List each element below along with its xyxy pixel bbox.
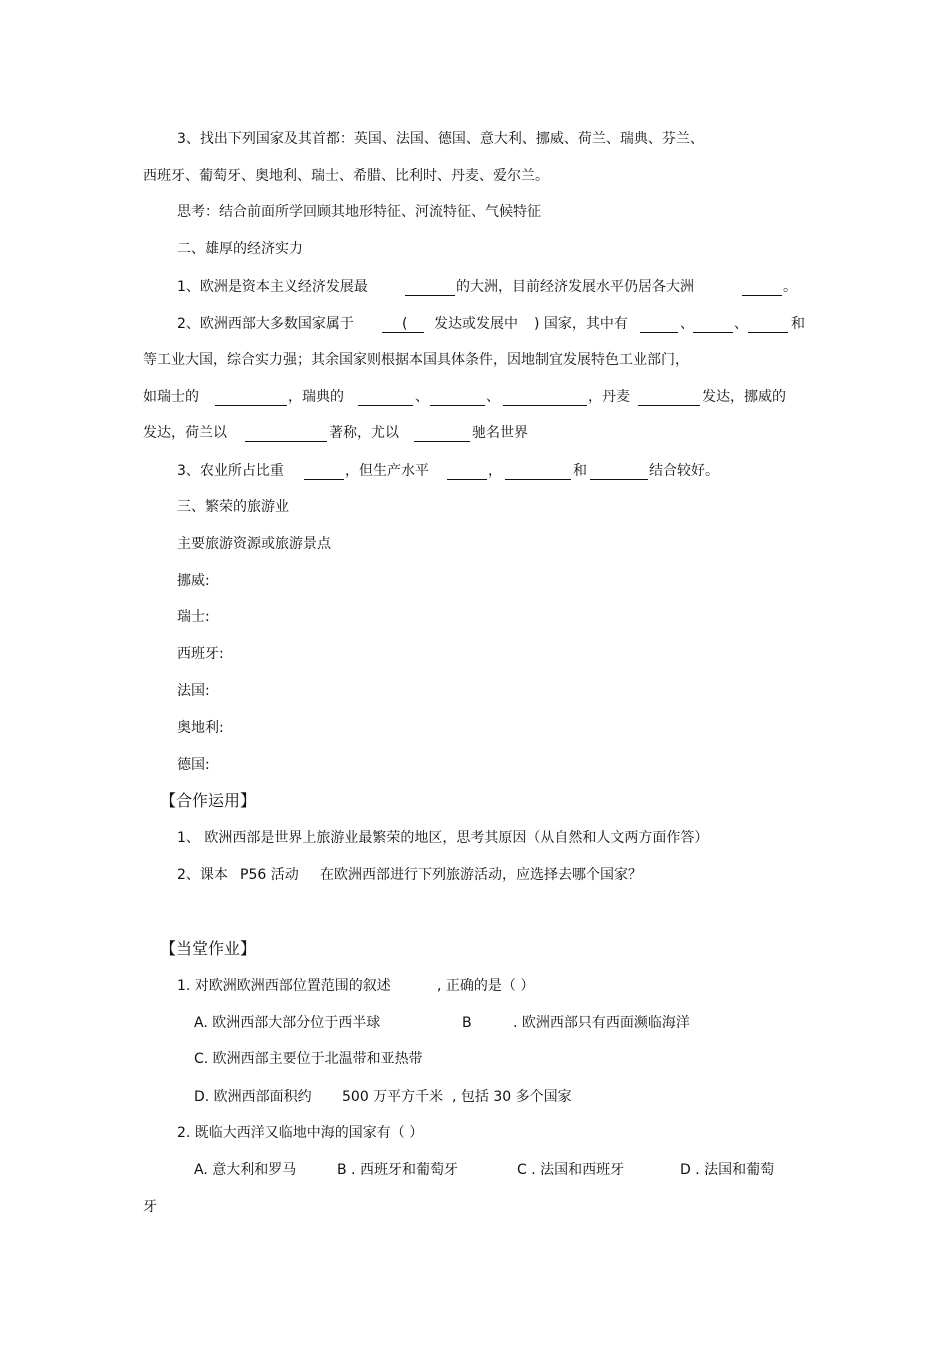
- econ2-line4-a: 发达，荷兰以: [143, 425, 227, 441]
- econ2-blank-3[interactable]: [748, 332, 788, 333]
- econ2-line3-blank-3[interactable]: [430, 405, 485, 406]
- econ2-line3-c: 、: [415, 389, 429, 405]
- econ2-text-c: 发达或发展中: [434, 316, 518, 332]
- econ3-text-a: 3、农业所占比重: [177, 463, 284, 479]
- q2-option-d-tail: 牙: [143, 1199, 157, 1215]
- tourism-item-germany: 德国:: [177, 757, 210, 773]
- econ2-line3-e: ，丹麦: [588, 389, 630, 405]
- coop-question-2-c: 在欧洲西部进行下列旅游活动，应选择去哪个国家？: [320, 867, 642, 883]
- think-line: 思考：结合前面所学回顾其地形特征、河流特征、气候特征: [177, 204, 541, 220]
- econ2-blank-2[interactable]: [693, 332, 733, 333]
- econ2-line3-a: 如瑞士的: [143, 389, 199, 405]
- q1-option-d-b[interactable]: 500 万平方千米: [342, 1089, 444, 1105]
- econ1-text-a: 1、欧洲是资本主义经济发展最: [177, 279, 368, 295]
- econ3-blank-2[interactable]: [447, 479, 487, 480]
- econ3-blank-1[interactable]: [304, 479, 344, 480]
- homework-heading: 【当堂作业】: [160, 939, 257, 958]
- econ3-text-e: 结合较好。: [649, 463, 719, 479]
- econ3-blank-3[interactable]: [505, 479, 571, 480]
- econ2-line4-b: 著称，尤以: [329, 425, 399, 441]
- econ2-line4-c: 驰名世界: [472, 425, 528, 441]
- econ2-text-d: ) 国家，其中有: [534, 316, 628, 332]
- econ2-line4-blank-1[interactable]: [245, 441, 327, 442]
- q2-option-d[interactable]: D . 法国和葡萄: [680, 1162, 775, 1178]
- q2-option-b[interactable]: B . 西班牙和葡萄牙: [337, 1162, 458, 1178]
- q2-option-a[interactable]: A. 意大利和罗马: [194, 1162, 297, 1178]
- tourism-item-austria: 奥地利:: [177, 720, 224, 736]
- econ2-line3-b: ，瑞典的: [288, 389, 344, 405]
- econ2-text-f: 、: [734, 316, 748, 332]
- econ2-text-a: 2、欧洲西部大多数国家属于: [177, 316, 354, 332]
- econ1-text-b: 的大洲，目前经济发展水平仍居各大洲: [456, 279, 694, 295]
- q1-stem-a: 1. 对欧洲欧洲西部位置范围的叙述: [177, 978, 391, 994]
- econ1-blank-1[interactable]: [405, 295, 455, 296]
- q1-option-a[interactable]: A. 欧洲西部大部分位于西半球: [194, 1015, 381, 1031]
- econ2-line3-d: 、: [486, 389, 500, 405]
- econ2-line3-blank-2[interactable]: [358, 405, 413, 406]
- q1-option-d-c[interactable]: , 包括 30 多个国家: [452, 1089, 572, 1105]
- econ2-line3-blank-5[interactable]: [638, 405, 700, 406]
- econ3-blank-4[interactable]: [590, 479, 648, 480]
- econ2-text-g: 和: [791, 316, 805, 332]
- econ1-blank-2[interactable]: [742, 295, 782, 296]
- q1-option-b[interactable]: . 欧洲西部只有西面濒临海洋: [513, 1015, 690, 1031]
- coop-heading: 【合作运用】: [160, 791, 257, 810]
- econ2-line3-f: 发达，挪威的: [702, 389, 786, 405]
- econ2-line4-blank-2[interactable]: [414, 441, 470, 442]
- countries-line-2: 西班牙、葡萄牙、奥地利、瑞士、希腊、比利时、丹麦、爱尔兰。: [143, 168, 549, 184]
- econ3-text-b: ，但生产水平: [345, 463, 429, 479]
- heading-tourism: 三、繁荣的旅游业: [177, 499, 289, 515]
- econ3-text-d: 和: [573, 463, 587, 479]
- heading-economy: 二、雄厚的经济实力: [177, 241, 303, 257]
- tourism-item-switzerland: 瑞士:: [177, 609, 210, 625]
- econ2-text-e: 、: [680, 316, 694, 332]
- tourism-title: 主要旅游资源或旅游景点: [177, 536, 331, 552]
- tourism-item-france: 法国:: [177, 683, 210, 699]
- econ2-line3-blank-4[interactable]: [503, 405, 587, 406]
- econ1-text-c: 。: [783, 279, 797, 295]
- q1-stem-b: , 正确的是（ ）: [437, 978, 535, 994]
- q1-option-c[interactable]: C. 欧洲西部主要位于北温带和亚热带: [194, 1051, 423, 1067]
- econ3-text-c: ，: [488, 463, 502, 479]
- countries-line-1: 3、找出下列国家及其首都：英国、法国、德国、意大利、挪威、荷兰、瑞典、芬兰、: [177, 131, 704, 147]
- coop-question-1: 1、 欧洲西部是世界上旅游业最繁荣的地区，思考其原因（从自然和人文两方面作答）: [177, 830, 709, 846]
- tourism-item-norway: 挪威:: [177, 573, 210, 589]
- econ2-blank-1[interactable]: [640, 332, 678, 333]
- q1-option-b-letter[interactable]: B: [462, 1015, 472, 1031]
- econ2-text-b: (: [402, 316, 408, 332]
- econ2-line-2: 等工业大国，综合实力强；其余国家则根据本国具体条件，因地制宜发展特色工业部门，: [143, 352, 689, 368]
- coop-question-2-a: 2、课本: [177, 867, 228, 883]
- econ2-line3-blank-1[interactable]: [215, 405, 287, 406]
- q2-option-c[interactable]: C . 法国和西班牙: [517, 1162, 625, 1178]
- coop-question-2-b: P56 活动: [240, 867, 299, 883]
- q2-stem: 2. 既临大西洋又临地中海的国家有（ ）: [177, 1125, 424, 1141]
- tourism-item-spain: 西班牙:: [177, 646, 224, 662]
- q1-option-d-a[interactable]: D. 欧洲西部面积约: [194, 1089, 312, 1105]
